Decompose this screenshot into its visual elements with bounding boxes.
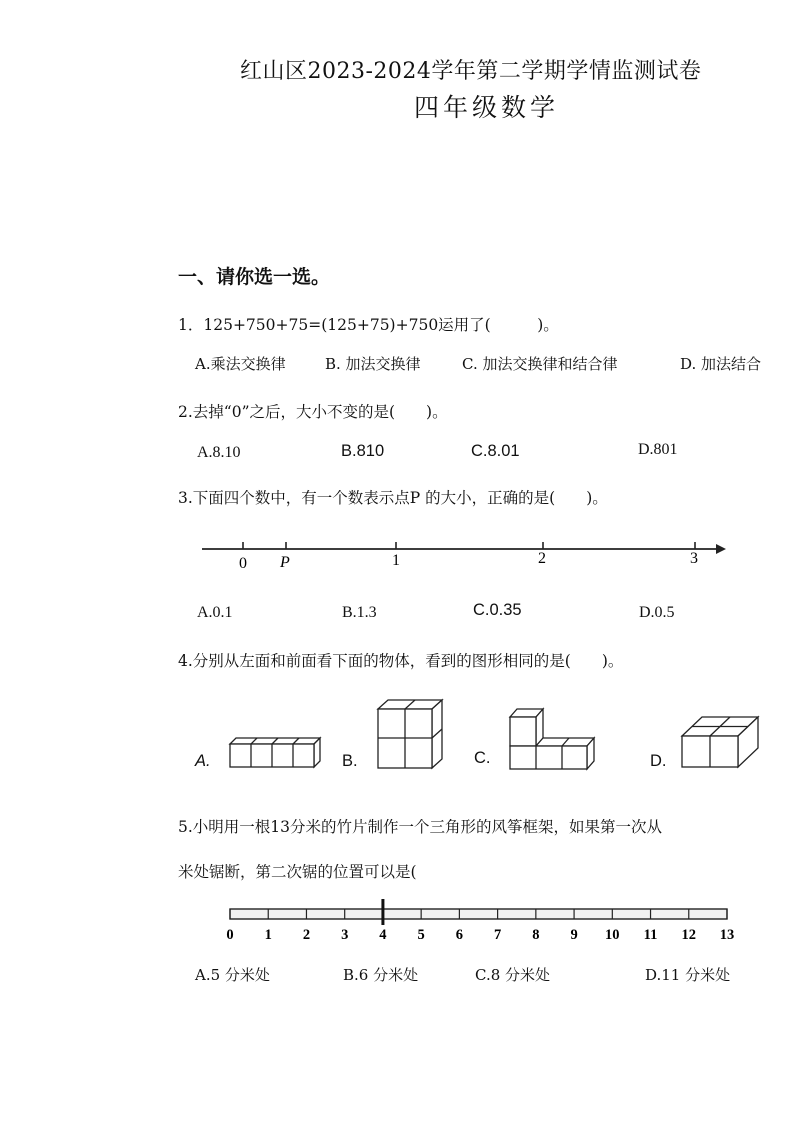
question-4-option-b: B. [342,752,358,770]
cube-figure-d [678,714,762,770]
cube-figure-b [374,697,446,771]
ruler [215,895,750,950]
number-line-label-2: 2 [538,550,546,567]
question-3-option-b: B.1.3 [342,604,377,621]
question-3-option-a: A.0.1 [197,604,233,621]
question-5-option-c: C.8 分米处 [475,966,551,984]
question-4-option-c: C. [474,749,491,767]
question-4-option-d: D. [650,752,667,770]
question-4-option-a: A. [195,752,211,770]
question-5-option-d: D.11 分米处 [645,966,731,984]
question-1-stem: 1．125+750+75=(125+75)+750运用了( )。 [178,316,559,334]
ruler-label: 5 [417,927,425,943]
question-2-option-d: D.801 [638,441,678,458]
ruler-label: 8 [532,927,540,943]
ruler-label: 11 [643,927,658,943]
ruler-label: 9 [570,927,578,943]
ruler-label: 3 [341,927,349,943]
cube-figure-c [506,705,598,771]
exam-title: 红山区2023-2024学年第二学期学情监测试卷 [240,59,702,84]
question-2-option-b: B.810 [341,442,385,460]
question-2-option-c: C.8.01 [471,442,520,460]
question-5-option-a: A.5 分米处 [195,966,270,984]
ruler-label: 12 [681,927,697,943]
question-3-option-d: D.0.5 [639,604,675,621]
number-line-label-p: P [280,554,290,571]
question-5-stem-line-1: 5.小明用一根13分米的竹片制作一个三角形的风筝框架，如果第一次从 [178,818,663,836]
section-heading: 一、请你选一选。 [178,266,331,288]
question-5-option-b: B.6 分米处 [343,966,419,984]
number-line-label-3: 3 [690,550,698,567]
ruler-label: 1 [264,927,272,943]
ruler-label: 6 [455,927,464,943]
ruler-label: 2 [302,927,311,943]
question-3-stem: 3.下面四个数中，有一个数表示点P 的大小，正确的是( )。 [178,489,608,507]
question-1-option-a: A.乘法交换律 [195,355,286,373]
ruler-label: 10 [605,927,620,943]
number-line-label-1: 1 [392,552,400,569]
question-1-option-d: D. 加法结合 [680,355,762,373]
ruler-label: 0 [226,927,234,943]
question-3-option-c: C.0.35 [473,601,522,619]
exam-subtitle: 四年级数学 [414,93,560,122]
number-line [190,530,735,580]
question-4-stem: 4.分别从左面和前面看下面的物体，看到的图形相同的是( )。 [178,652,624,670]
ruler-label: 13 [719,927,735,943]
ruler-label: 7 [493,927,502,943]
question-5-stem-line-2: 米处锯断，第二次锯的位置可以是( [178,863,417,881]
ruler-label: 4 [379,927,387,943]
number-line-label-0: 0 [239,555,247,572]
question-2-stem: 2.去掉“0”之后，大小不变的是( )。 [178,403,448,421]
question-2-option-a: A.8.10 [197,444,241,461]
question-1-option-b: B. 加法交换律 [325,355,421,373]
cube-figure-a [226,735,322,771]
question-1-option-c: C. 加法交换律和结合律 [462,355,618,373]
